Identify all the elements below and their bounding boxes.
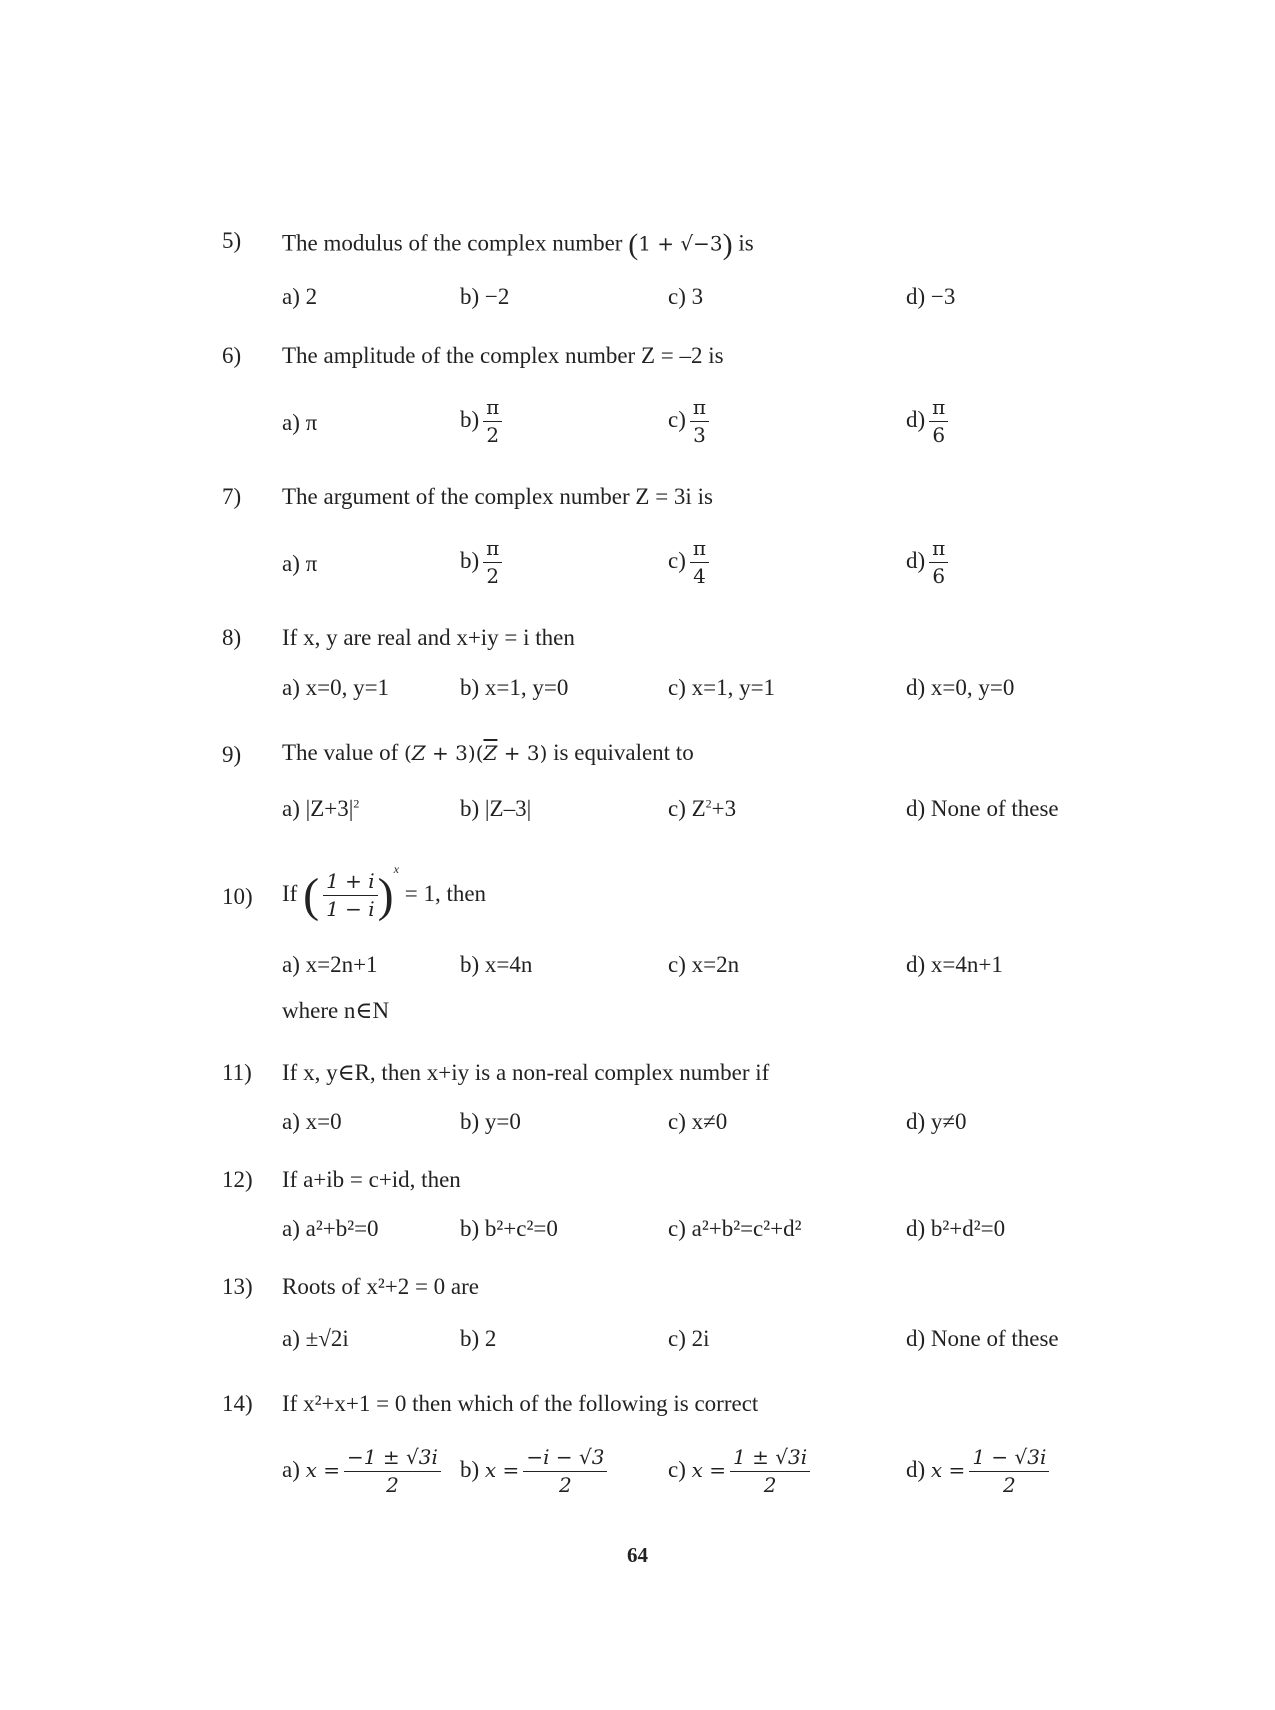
question-stem: If ( $\frac{1 + i}{1 - i}$ )$^x$ = 1, then <box>282 862 487 923</box>
question-number: 14) <box>222 1391 253 1416</box>
option-c: c) $\frac{\pi}{4}$ <box>668 537 709 588</box>
option-c: c) 3 <box>668 284 704 309</box>
question-stem: The value of $(Z + 3)(\overline{Z} + 3)$ is equivalent to <box>282 740 694 765</box>
option-a: a) x=0 <box>282 1109 342 1134</box>
question-number: 13) <box>222 1274 253 1299</box>
expression: $(Z + 3)(\overline{Z} + 3)$ <box>403 741 548 765</box>
option-b: b) x = $\frac{-i - √3}{2}$ <box>460 1446 607 1497</box>
question-stem: The argument of the complex number Z = 3i is <box>282 484 713 509</box>
option-b: b) x=4n <box>460 952 533 977</box>
option-b: b) $\frac{\pi}{2}$ <box>460 396 502 447</box>
option-a: a) π <box>282 410 318 435</box>
option-d: d) b²+d²=0 <box>906 1216 1006 1241</box>
option-c: c) a²+b²=c²+d² <box>668 1216 802 1241</box>
option-b: b) y=0 <box>460 1109 521 1134</box>
option-d: d) x=0, y=0 <box>906 675 1015 700</box>
option-b: b) x=1, y=0 <box>460 675 569 700</box>
question-number: 5) <box>222 228 242 253</box>
page-number: 64 <box>627 1543 648 1567</box>
question-stem: If a+ib = c+id, then <box>282 1167 461 1192</box>
option-c: c) x=1, y=1 <box>668 675 776 700</box>
question-stem: If x, y∈R, then x+iy is a non-real complex number if <box>282 1060 770 1085</box>
option-c: c) x≠0 <box>668 1109 728 1134</box>
option-a: a) a²+b²=0 <box>282 1216 379 1241</box>
question-number: 6) <box>222 343 242 368</box>
question-number: 10) <box>222 884 253 909</box>
question-stem: If x, y are real and x+iy = i then <box>282 625 575 650</box>
option-d: d) $\frac{\pi}{6}$ <box>906 537 948 588</box>
option-d: d) x=4n+1 <box>906 952 1003 977</box>
option-d: d) None of these <box>906 796 1059 821</box>
question-stem: If x²+x+1 = 0 then which of the following is correct <box>282 1391 759 1416</box>
option-a: a) π <box>282 551 318 576</box>
question-stem: The modulus of the complex number (1 + √−3) is <box>282 228 754 261</box>
option-c: c) $\frac{\pi}{3}$ <box>668 396 709 447</box>
option-d: d) y≠0 <box>906 1109 967 1134</box>
question-number: 11) <box>222 1060 252 1085</box>
option-b: b) |Z–3| <box>460 796 532 821</box>
option-d: d) x = $\frac{1 - √3i}{2}$ <box>906 1446 1049 1497</box>
option-c: c) x = $\frac{1 \pm √3i}{2}$ <box>668 1446 810 1497</box>
option-a: a) ±√2i <box>282 1326 349 1351</box>
option-a: a) $|Z+3|^2$ <box>282 796 360 821</box>
option-b: b) 2 <box>460 1326 497 1351</box>
option-d: d) None of these <box>906 1326 1059 1351</box>
option-a: a) 2 <box>282 284 318 309</box>
option-c: c) x=2n <box>668 952 740 977</box>
option-d: d) −3 <box>906 284 956 309</box>
option-note: where n∈N <box>282 998 390 1023</box>
option-b: b) −2 <box>460 284 510 309</box>
option-a: a) x=2n+1 <box>282 952 378 977</box>
option-b: b) $\frac{\pi}{2}$ <box>460 537 502 588</box>
question-number: 12) <box>222 1167 253 1192</box>
option-a: a) x=0, y=1 <box>282 675 390 700</box>
question-number: 9) <box>222 742 242 767</box>
option-d: d) $\frac{\pi}{6}$ <box>906 396 948 447</box>
option-b: b) b²+c²=0 <box>460 1216 558 1241</box>
question-number: 7) <box>222 484 242 509</box>
question-number: 8) <box>222 625 242 650</box>
option-c: c) 2i <box>668 1326 710 1351</box>
option-a: a) x = $\frac{-1 \pm √3i}{2}$ <box>282 1446 441 1497</box>
question-stem: Roots of x²+2 = 0 are <box>282 1274 480 1299</box>
option-c: c) $Z^2+3$ <box>668 796 737 821</box>
question-stem: The amplitude of the complex number Z = –2 is <box>282 343 724 368</box>
